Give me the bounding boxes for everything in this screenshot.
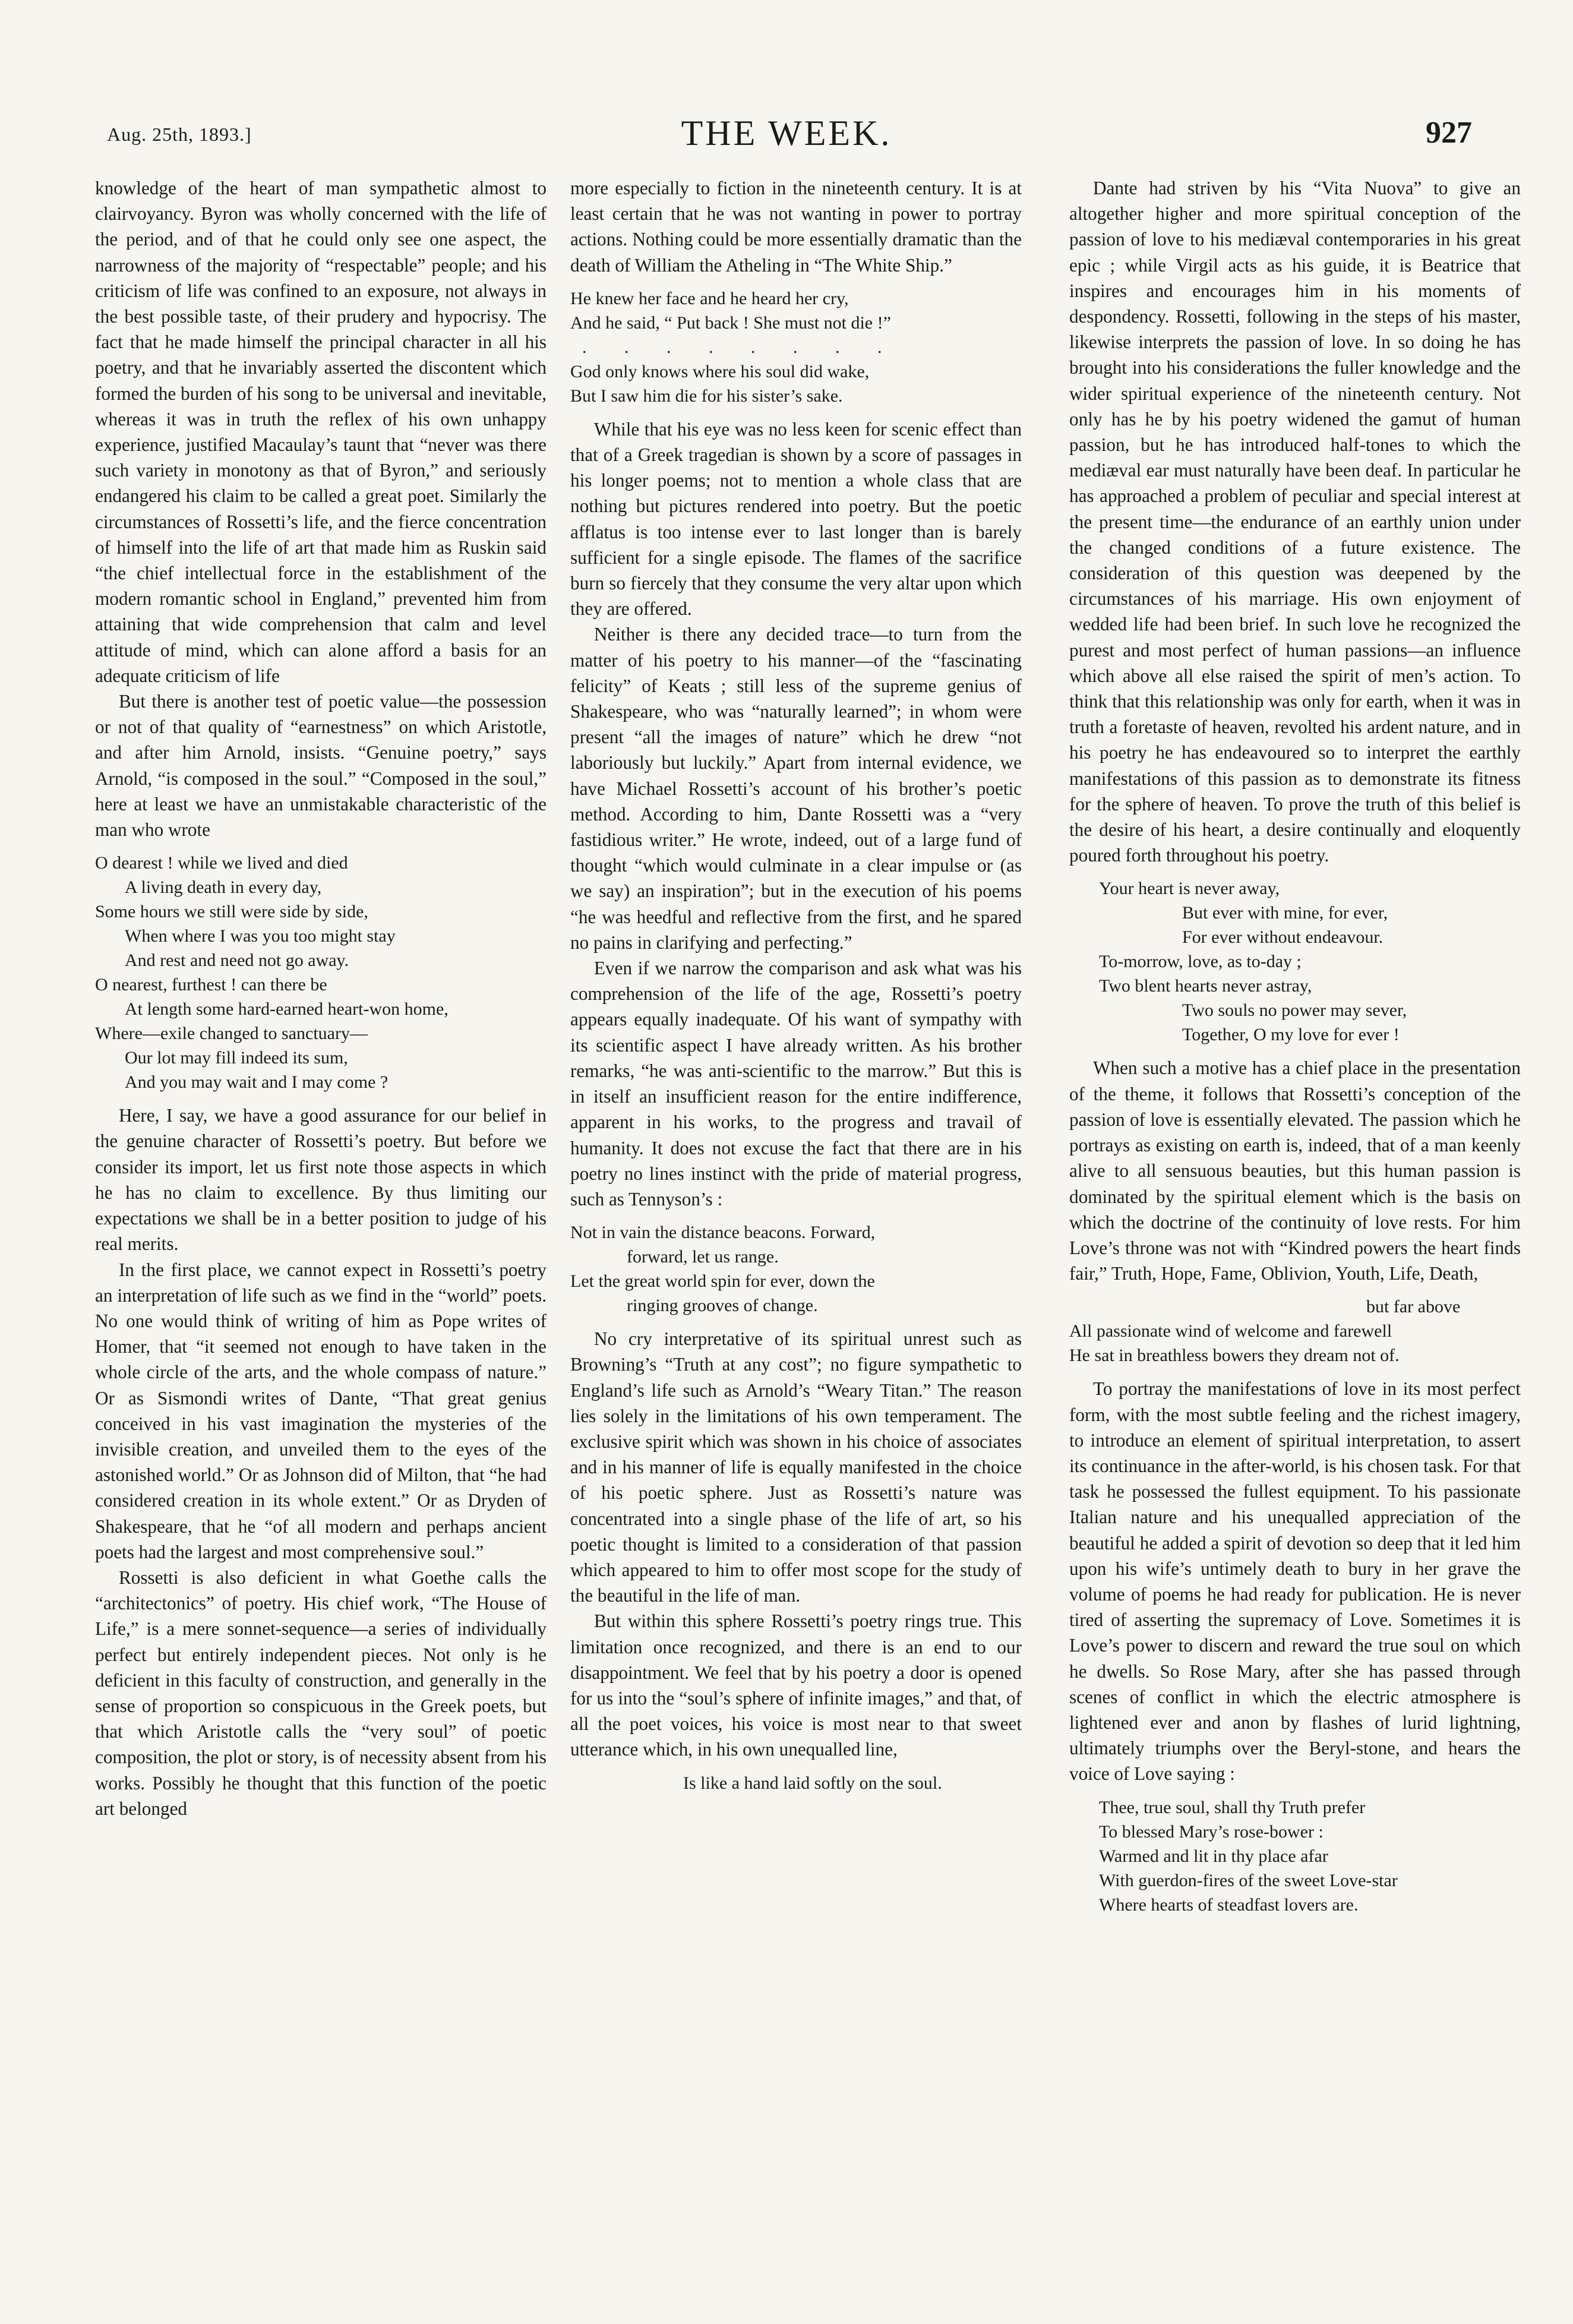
verse-line: When where I was you too might stay xyxy=(125,926,396,946)
paragraph: Here, I say, we have a good assurance for our belief in the genuine character of Rossetti’s poetry. But before we consider its import, let us first note those aspects in which he has no claim to excellence. By thus limiting our expectations we shall be in a better position to judge of his real merits. xyxy=(95,1105,547,1255)
verse-line: At length some hard-earned heart-won home, xyxy=(125,999,448,1019)
publication-title: THE WEEK. xyxy=(681,113,892,153)
verse-line: O nearest, furthest ! can there be xyxy=(95,975,327,995)
column-2 xyxy=(570,175,1022,1804)
verse-quote xyxy=(1069,1294,1521,1368)
paragraph: Dante had striven by his “Vita Nuova” to give an altogether higher and more spiritual conception of the passion of love to his mediæval contemporaries in his great epic ; while Virgil acts as his guide, it is Beatrice that inspires and encourages him in his moments of despondency. Rossetti, following in the steps of his master, likewise interprets the passion of love. In so doing he has brought into his considerations the fuller knowledge and the wider spiritual experience of the nineteenth century. Not only has he by his poetry widened the gamut of human passion, but he has introduced half-tones to which the mediæval ear must naturally have been deaf. In particular he has approached a problem of peculiar and special interest at the present time—the endurance of an earthly union under the changed conditions of a future existence. The consideration of this question was deepened by the circumstances of his marriage. His own enjoyment of wedded life had been brief. In such love he recognized the purest and most perfect of human passions—an influence which above all else raised the spirit of men’s action. To think that this relationship was only for earth, when it was in truth a foretaste of heaven, revolted his ardent nature, and in his poetry he has endeavoured so to interpret the earthly manifestations of this passion as to demonstrate its fitness for the sphere of heaven. To prove the truth of this belief is the desire of his heart, a desire continually and eloquently poured forth throughout his poetry. xyxy=(1069,178,1521,866)
verse-quote xyxy=(1069,1795,1521,1917)
verse-line: With guerdon-fires of the sweet Love-star xyxy=(1099,1870,1398,1890)
verse-quote xyxy=(570,1771,1022,1795)
verse-line: And he said, “ Put back ! She must not die !” xyxy=(570,312,891,333)
verse-line: but far above xyxy=(1366,1297,1461,1317)
verse-line: Thee, true soul, shall thy Truth prefer xyxy=(1099,1797,1366,1817)
verse-quote xyxy=(95,851,547,1094)
paragraph: In the first place, we cannot expect in Rossetti’s poetry an interpretation of life such as we find in the “world” poets. No one would think of writing of him as Pope writes of Homer, that “it seemed not enough to have taken in the whole circle of the arts, and the whole compass of nature.” Or as Sismondi writes of Dante, “That great genius conceived in his vast imagination the mysteries of the invisible creation, and unveiled them to the eyes of the astonished world.” Or as Johnson did of Milton, that “he had considered creation in its whole extent.” Or as Dryden of Shakespeare, that he “of all modern and perhaps ancient poets had the largest and most comprehensive soul.” xyxy=(95,1259,547,1562)
paragraph: Even if we narrow the comparison and ask what was his comprehension of the life of the age, Rossetti’s poetry appears equally inadequate. Of his want of sympathy with its scientific aspect I have already written. As his brother remarks, “he was anti-scientific to the marrow.” But this is in itself an insufficient reason for the entire indifference, apparent in his works, to the progress and travail of humanity. It does not excuse the fact that there are in his poetry no lines instinct with the pride of material progress, such as Tennyson’s : xyxy=(570,958,1022,1210)
verse-line: God only knows where his soul did wake, xyxy=(570,361,870,381)
verse-line: Our lot may fill indeed its sum, xyxy=(125,1048,348,1068)
page-number: 927 xyxy=(1426,116,1472,150)
verse-line: Warmed and lit in thy place afar xyxy=(1099,1846,1328,1866)
verse-line: Where hearts of steadfast lovers are. xyxy=(1099,1894,1359,1915)
paragraph: No cry interpretative of its spiritual unrest such as Browning’s “Truth at any cost”; no figure sympathetic to England’s life such as Arnold’s “Weary Titan.” The reason lies solely in the limitations of his own temperament. The exclusive spirit which was shown in his choice of associates and in his manner of life is equally manifested in the choice of his poetic sphere. Just as Rossetti’s nature was concentrated into a single phase of the life of art, so his poetic thought is limited to a consideration of that passion which appeared to him to offer most scope for the study of the beautiful in the life of man. xyxy=(570,1328,1022,1606)
paragraph: To portray the manifestations of love in its most perfect form, with the most subtle feeling and the richest imagery, to introduce an element of spiritual interpretation, to assert its continuance in the after-world, is his chosen task. For that task he possessed the fullest equipment. To his passionate Italian nature and his unequalled appreciation of the beautiful he added a spirit of devotion so deep that it led him upon his wife’s untimely death to bury in her grave the volume of poems he had ready for publication. He is never tired of asserting the supremacy of Love. Sometimes it is Love’s power to discern and reward the true soul on which he dwells. So Rose Mary, after she has passed through scenes of conflict in which the electric atmosphere is lightened ever and anon by flashes of lurid lightning, ultimately triumphs over the Beryl-stone, and hears the voice of Love saying : xyxy=(1069,1378,1521,1785)
verse-line: Where—exile changed to sanctuary— xyxy=(95,1024,368,1044)
verse-line: ringing grooves of change. xyxy=(627,1296,818,1316)
verse-line: Is like a hand laid softly on the soul. xyxy=(683,1773,942,1793)
paragraph: Rossetti is also deficient in what Goethe calls the “architectonics” of poetry. His chief work, “The House of Life,” is a mere sonnet-sequence—a series of individually perfect but entirely independent pieces. Not only is he deficient in this faculty of construction, and generally in the sense of proportion so conspicuous in the Greek poets, but that which Aristotle calls the “very soul” of poetic composition, the plot or story, is of necessity absent from his works. Possibly he thought that this function of the poetic art belonged xyxy=(95,1567,547,1819)
verse-line: Together, O my love for ever ! xyxy=(1182,1025,1400,1045)
verse-line: He sat in breathless bowers they dream not of. xyxy=(1069,1346,1400,1366)
column-1 xyxy=(95,175,547,1821)
verse-line: He knew her face and he heard her cry, xyxy=(570,288,849,308)
verse-line: And rest and need not go away. xyxy=(125,951,349,971)
verse-line: O dearest ! while we lived and died xyxy=(95,853,348,873)
verse-line: A living death in every day, xyxy=(125,877,322,898)
verse-line: And you may wait and I may come ? xyxy=(125,1072,388,1092)
verse-quote xyxy=(570,286,1022,408)
verse-line: Let the great world spin for ever, down the xyxy=(570,1271,875,1292)
paragraph: While that his eye was no less keen for scenic effect than that of a Greek tragedian is shown by a score of passages in his longer poems; not to mention a whole class that are nothing but pictures rendered into poetry. But the poetic afflatus is too intense ever to last longer than is barely sufficient for a single episode. The flames of the sacrifice burn so fiercely that they consume the very altar upon which they are offered. xyxy=(570,418,1022,620)
verse-quote xyxy=(570,1220,1022,1318)
paragraph: more especially to fiction in the nineteenth century. It is at least certain that he was not wanting in power to portray actions. Nothing could be more essentially dramatic than the death of William the Atheling in “The White Ship.” xyxy=(570,178,1022,276)
verse-line: For ever without endeavour. xyxy=(1182,927,1384,948)
verse-line: Not in vain the distance beacons. Forward, xyxy=(570,1223,876,1243)
verse-ellipsis: . . . . . . . . xyxy=(582,337,899,357)
page-header xyxy=(89,113,1484,166)
verse-line: But I saw him die for his sister’s sake. xyxy=(570,386,843,406)
verse-line: Two souls no power may sever, xyxy=(1182,1000,1407,1021)
paragraph: But there is another test of poetic value—the possession or not of that quality of “earnestness” on which Aristotle, and after him Arnold, insists. “Genuine poetry,” says Arnold, “is composed in the soul.” “Composed in the soul,” here at least we have an unmistakable characteristic of the man who wrote xyxy=(95,691,547,841)
verse-line: To blessed Mary’s rose-bower : xyxy=(1099,1821,1324,1842)
verse-line: forward, let us range. xyxy=(627,1247,779,1267)
verse-line: Two blent hearts never astray, xyxy=(1099,976,1312,996)
paragraph: But within this sphere Rossetti’s poetry rings true. This limitation once recognized, and there is an end to our disappointment. We feel that by his poetry a door is opened for us into the “soul’s sphere of infinite images,” and that, of all the poet voices, his voice is most near to that sweet utterance which, in his own unequalled line, xyxy=(570,1611,1022,1760)
column-3 xyxy=(1069,175,1521,1925)
paragraph: knowledge of the heart of man sympathetic almost to clairvoyancy. Byron was wholly concerned with the life of the period, and of that he could only see one aspect, the narrowness of the majority of “respectable” people; and his criticism of life was confined to an exposure, not always in the best possible taste, of their prudery and hypocrisy. The fact that he made himself the principal character in all his poetry, and that he invariably asserted the discontent which formed the burden of his song to be universal and inevitable, whereas it was in truth the reflex of his own unhappy experience, justified Macaulay’s taunt that “never was there such variety in monotony as that of Byron,” and seriously endangered his claim to be called a great poet. Similarly the circumstances of Rossetti’s life, and the fierce concentration of himself into the life of art that made him as Ruskin said “the chief intellectual force in the establishment of the modern romantic school in England,” prevented him from attaining that wide comprehension that calm and level attitude of mind, which can alone afford a basis for an adequate criticism of life xyxy=(95,178,547,686)
issue-date: Aug. 25th, 1893.] xyxy=(107,124,252,145)
verse-quote xyxy=(1069,876,1521,1047)
verse-line: All passionate wind of welcome and farewell xyxy=(1069,1321,1392,1341)
paragraph: Neither is there any decided trace—to turn from the matter of his poetry to his manner—of the “fascinating felicity” of Keats ; still less of the supreme genius of Shakespeare, who was “naturally learned”; in whom were present “all the images of nature” which he drew “not laboriously but luckily.” Apart from internal evidence, we have Michael Rossetti’s account of his brother’s poetic method. According to him, Dante Rossetti was a “very fastidious writer.” He wrote, indeed, out of a large fund of thought “which would culminate in a clear impulse or (as we say) an inspiration”; but in the execution of his poems “he was heedful and reflective from the first, and he spared no pains in clarifying and perfecting.” xyxy=(570,624,1022,953)
verse-line: Some hours we still were side by side, xyxy=(95,902,368,922)
verse-line: But ever with mine, for ever, xyxy=(1182,903,1388,923)
verse-line: Your heart is never away, xyxy=(1099,879,1280,899)
verse-line: To-morrow, love, as to-day ; xyxy=(1099,952,1302,972)
paragraph: When such a motive has a chief place in the presentation of the theme, it follows that Rossetti’s conception of the passion of love is essentially elevated. The passion which he portrays as existing on earth is, indeed, that of a man keenly alive to all sensuous beauties, but this human passion is dominated by the spiritual element which is the basis on which the doctrine of the continuity of love rests. For him Love’s throne was not with “Kindred powers the heart finds fair,” Truth, Hope, Fame, Oblivion, Youth, Life, Death, xyxy=(1069,1057,1521,1284)
